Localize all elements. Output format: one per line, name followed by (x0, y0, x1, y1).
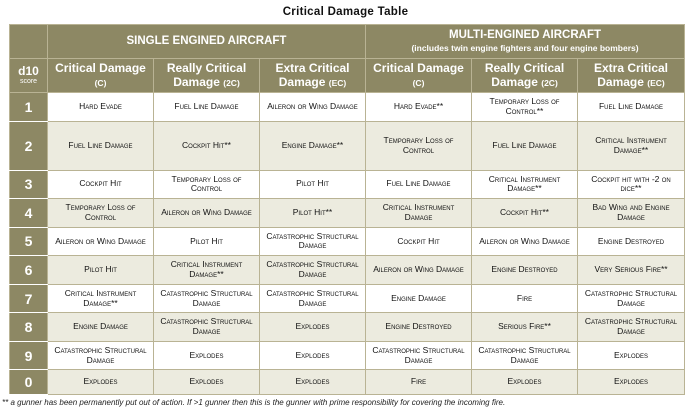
damage-cell: Aileron or Wing Damage (366, 256, 472, 285)
damage-cell: Fuel Line Damage (154, 93, 260, 122)
damage-cell: Temporary Loss of Control** (472, 93, 578, 122)
roll-number: 6 (10, 256, 48, 285)
roll-number: 3 (10, 170, 48, 199)
damage-cell: Pilot Hit (260, 170, 366, 199)
table-row (10, 370, 685, 395)
damage-cell: Explodes (154, 370, 260, 395)
d10-header (10, 59, 48, 93)
critical-damage-table (9, 24, 685, 395)
damage-cell: Fire (472, 284, 578, 313)
roll-number: 9 (10, 341, 48, 370)
damage-cell: Explodes (260, 341, 366, 370)
col-extra-single (260, 59, 366, 93)
damage-cell: Critical Instrument Damage** (578, 121, 685, 170)
damage-cell: Engine Destroyed (578, 227, 685, 256)
col-label: Critical Damage (373, 60, 464, 75)
col-code: (2C) (541, 77, 558, 88)
table-row (10, 227, 685, 256)
damage-cell: Explodes (260, 313, 366, 342)
damage-cell: Engine Destroyed (472, 256, 578, 285)
table-row (10, 93, 685, 122)
table-row (10, 313, 685, 342)
damage-cell: Explodes (154, 341, 260, 370)
table-row (10, 199, 685, 228)
damage-cell: Cockpit Hit (48, 170, 154, 199)
multi-engine-label: MULTI-ENGINED AIRCRAFT (448, 29, 602, 41)
damage-cell: Engine Damage** (260, 121, 366, 170)
roll-number: 1 (10, 93, 48, 122)
table-row (10, 121, 685, 170)
damage-cell: Explodes (48, 370, 154, 395)
col-code: (C) (94, 77, 107, 88)
corner-cell (10, 25, 48, 59)
roll-number: 8 (10, 313, 48, 342)
col-code: (2C) (223, 77, 240, 88)
footnote: ** a gunner has been permanently put out of action. If >1 gunner then this is the gunner with prime responsibility for covering the incoming fire. (2, 398, 506, 407)
damage-cell: Fuel Line Damage (472, 121, 578, 170)
table-row (10, 341, 685, 370)
damage-cell: Pilot Hit (48, 256, 154, 285)
damage-cell: Catastrophic Structural Damage (260, 227, 366, 256)
d10-label: d10 (18, 63, 39, 78)
col-code: (EC) (647, 77, 665, 88)
damage-cell: Serious Fire** (472, 313, 578, 342)
damage-cell: Bad Wing and Engine Damage (578, 199, 685, 228)
damage-cell: Engine Damage (48, 313, 154, 342)
col-label: Really Critical Damage (166, 60, 247, 89)
col-label: Really Critical Damage (484, 60, 565, 89)
damage-cell: Pilot Hit** (260, 199, 366, 228)
damage-cell: Cockpit Hit (366, 227, 472, 256)
roll-number: 7 (10, 284, 48, 313)
single-engine-label: SINGLE ENGINED AIRCRAFT (126, 34, 287, 47)
table-title: Critical Damage Table (282, 6, 409, 18)
damage-cell: Engine Damage (366, 284, 472, 313)
damage-cell: Catastrophic Structural Damage (260, 284, 366, 313)
damage-cell: Catastrophic Structural Damage (366, 341, 472, 370)
damage-cell: Aileron or Wing Damage (260, 93, 366, 122)
damage-cell: Critical Instrument Damage** (48, 284, 154, 313)
single-engine-group-header (48, 25, 366, 59)
table-row (10, 256, 685, 285)
roll-number: 2 (10, 121, 48, 170)
damage-cell: Fire (366, 370, 472, 395)
damage-cell: Critical Instrument Damage (366, 199, 472, 228)
damage-cell: Pilot Hit (154, 227, 260, 256)
col-really-multi (472, 59, 578, 93)
damage-cell: Catastrophic Structural Damage (578, 313, 685, 342)
damage-cell: Catastrophic Structural Damage (154, 284, 260, 313)
damage-cell: Catastrophic Structural Damage (472, 341, 578, 370)
damage-cell: Temporary Loss of Control (366, 121, 472, 170)
damage-cell: Fuel Line Damage (48, 121, 154, 170)
col-code: (C) (412, 77, 425, 88)
damage-cell: Aileron or Wing Damage (154, 199, 260, 228)
col-really-single (154, 59, 260, 93)
damage-cell: Hard Evade** (366, 93, 472, 122)
damage-cell: Temporary Loss of Control (48, 199, 154, 228)
damage-cell: Temporary Loss of Control (154, 170, 260, 199)
damage-cell: Explodes (472, 370, 578, 395)
damage-cell: Catastrophic Structural Damage (48, 341, 154, 370)
damage-cell: Critical Instrument Damage** (472, 170, 578, 199)
damage-cell: Catastrophic Structural Damage (578, 284, 685, 313)
damage-cell: Catastrophic Structural Damage (154, 313, 260, 342)
roll-number: 5 (10, 227, 48, 256)
col-critical-multi (366, 59, 472, 93)
score-label: score (19, 78, 38, 86)
damage-cell: Cockpit Hit** (472, 199, 578, 228)
damage-cell: Explodes (260, 370, 366, 395)
roll-number: 0 (10, 370, 48, 395)
damage-cell: Hard Evade (48, 93, 154, 122)
damage-cell: Catastrophic Structural Damage (260, 256, 366, 285)
table-body (10, 93, 685, 395)
multi-engine-subtitle: (includes twin engine fighters and four engine bombers) (411, 43, 639, 54)
damage-cell: Very Serious Fire** (578, 256, 685, 285)
col-critical-single (48, 59, 154, 93)
damage-cell: Cockpit hit with -2 on dice** (578, 170, 685, 199)
damage-cell: Cockpit Hit** (154, 121, 260, 170)
damage-cell: Fuel Line Damage (366, 170, 472, 199)
col-label: Extra Critical Damage (275, 60, 350, 89)
damage-cell: Explodes (578, 341, 685, 370)
col-label: Critical Damage (55, 60, 146, 75)
damage-cell: Aileron or Wing Damage (48, 227, 154, 256)
damage-cell: Engine Destroyed (366, 313, 472, 342)
multi-engine-group-header (366, 25, 685, 59)
col-code: (EC) (328, 77, 347, 88)
damage-cell: Fuel Line Damage (578, 93, 685, 122)
damage-cell: Aileron or Wing Damage (472, 227, 578, 256)
damage-cell: Critical Instrument Damage** (154, 256, 260, 285)
damage-cell: Explodes (578, 370, 685, 395)
col-label: Extra Critical Damage (593, 60, 669, 89)
roll-number: 4 (10, 199, 48, 228)
col-extra-multi (578, 59, 685, 93)
table-row (10, 284, 685, 313)
table-row (10, 170, 685, 199)
